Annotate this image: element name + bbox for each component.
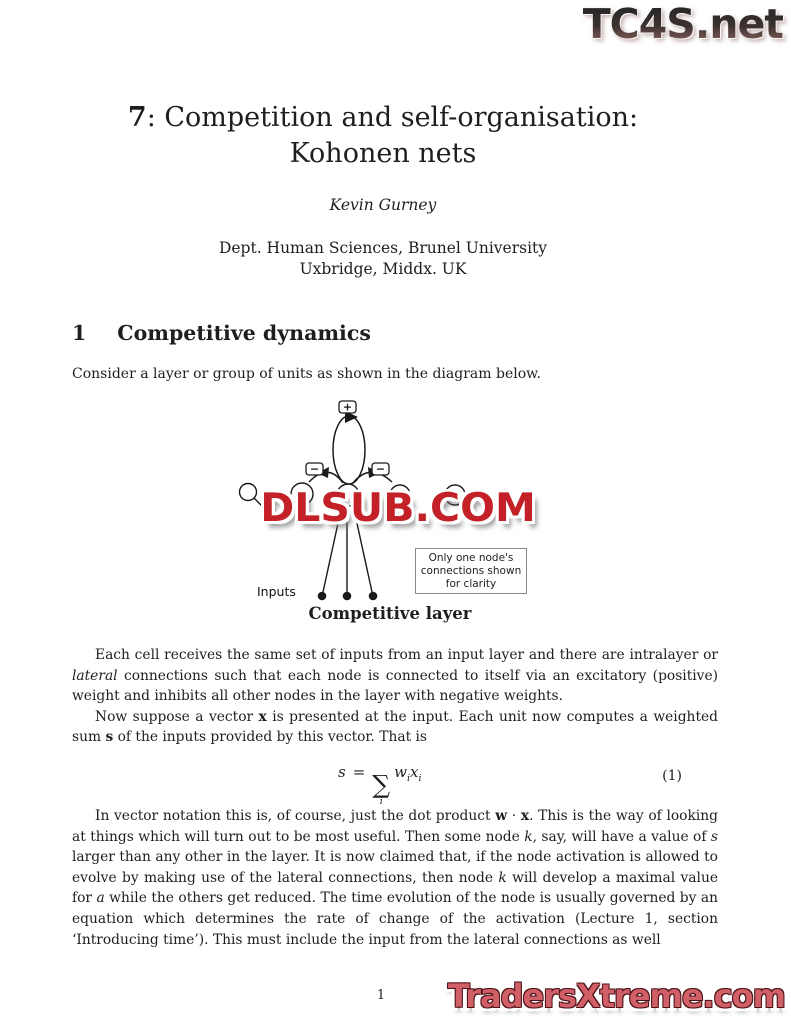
text-segment: . This is the way of looking at things which will turn out to be most useful. Then some node: [72, 807, 718, 845]
figure-caption: Competitive layer: [308, 604, 472, 623]
body-text: [72, 645, 718, 950]
excitatory-self-loop: [333, 416, 365, 484]
text-segment: ·: [507, 807, 521, 824]
text-segment-bold: x: [520, 807, 530, 824]
text-segment: is presented at the input. Each unit now computes a weighted sum: [72, 708, 718, 746]
minus-label: −: [375, 462, 386, 476]
equation-lhs: s: [338, 762, 346, 781]
inputs-label: Inputs: [257, 584, 296, 599]
intro-sentence: Consider a layer or group of units as shown in the diagram below.: [72, 366, 541, 382]
plus-label: +: [342, 400, 353, 414]
tradersxtreme-watermark-logo: TradersXtreme.com: [447, 977, 785, 1015]
section-number: 1: [72, 321, 87, 345]
equation-relation: =: [352, 762, 366, 781]
lecture-number: 7: [127, 102, 147, 133]
tc4s-watermark-logo: TC4S.net: [582, 0, 783, 48]
text-segment: In vector notation this is, of course, just the dot product: [95, 807, 496, 824]
title-text: : Competition and self-organisation:: [146, 102, 639, 133]
note-line: connections shown: [420, 565, 522, 577]
paragraph-3: [72, 806, 718, 950]
input-dot: [318, 592, 327, 601]
text-segment-bold: s: [105, 729, 114, 746]
text-segment-italic: lateral: [72, 667, 118, 684]
section-heading: [72, 321, 371, 345]
text-segment-bold: w: [495, 807, 508, 824]
note-line: for clarity: [445, 578, 497, 590]
affiliation-line1: Dept. Human Sciences, Brunel University: [218, 239, 548, 257]
equation-body: [338, 762, 422, 806]
paragraph-1: [72, 645, 718, 707]
input-dot: [343, 592, 352, 601]
paragraph-2: [72, 707, 718, 748]
figure-note-box: [415, 548, 527, 594]
summation-symbol: ∑ i: [372, 769, 391, 807]
text-segment: Now suppose a vector: [95, 708, 259, 725]
text-segment-italic: k: [524, 828, 533, 845]
page-title-line1: [60, 100, 706, 136]
text-segment-italic: k: [498, 869, 507, 886]
equation-number: (1): [662, 767, 682, 784]
page-number: 1: [376, 988, 386, 1003]
text-segment: of the inputs provided by this vector. That is: [113, 729, 428, 746]
affiliation: [60, 238, 706, 280]
competitive-layer-figure: [0, 393, 791, 633]
text-segment: Each cell receives the same set of inputs from an input layer and there are intralayer or: [95, 647, 718, 663]
equation-term: $w_ix_i$: [394, 762, 422, 784]
page-title-line2: Kohonen nets: [289, 138, 477, 169]
title-block: [60, 100, 706, 280]
affiliation-line2: Uxbridge, Middx. UK: [299, 260, 467, 278]
minus-label: −: [309, 462, 320, 476]
text-segment: larger than any other in the layer. It is now claimed that, if the node activation is allowed to evolve by making use of the lateral connections, then node: [72, 849, 718, 886]
dlsub-watermark-logo: DLSUB.COM: [260, 485, 536, 531]
section-title: Competitive dynamics: [117, 321, 371, 345]
text-segment-italic: s: [710, 828, 718, 845]
text-segment: will develop a maximal value for: [72, 869, 718, 907]
text-segment: , say, will have a value of: [532, 828, 711, 845]
text-segment-bold: x: [258, 708, 267, 725]
text-segment: connections such that each node is connected to itself via an excitatory (positive) weight and inhibits all other nodes in the layer with negative weights.: [72, 667, 718, 705]
author-name: Kevin Gurney: [329, 196, 437, 214]
input-dot: [369, 592, 378, 601]
equation-1: [72, 760, 718, 807]
text-segment-italic: a: [96, 890, 105, 907]
note-line: Only one node's: [428, 552, 514, 564]
text-segment: while the others get reduced. The time evolution of the node is usually governed by an equation which determines the rate of change of the activation (Lecture 1, section ‘Introducing time’). This must include the input from the lateral connections as well: [72, 890, 718, 948]
